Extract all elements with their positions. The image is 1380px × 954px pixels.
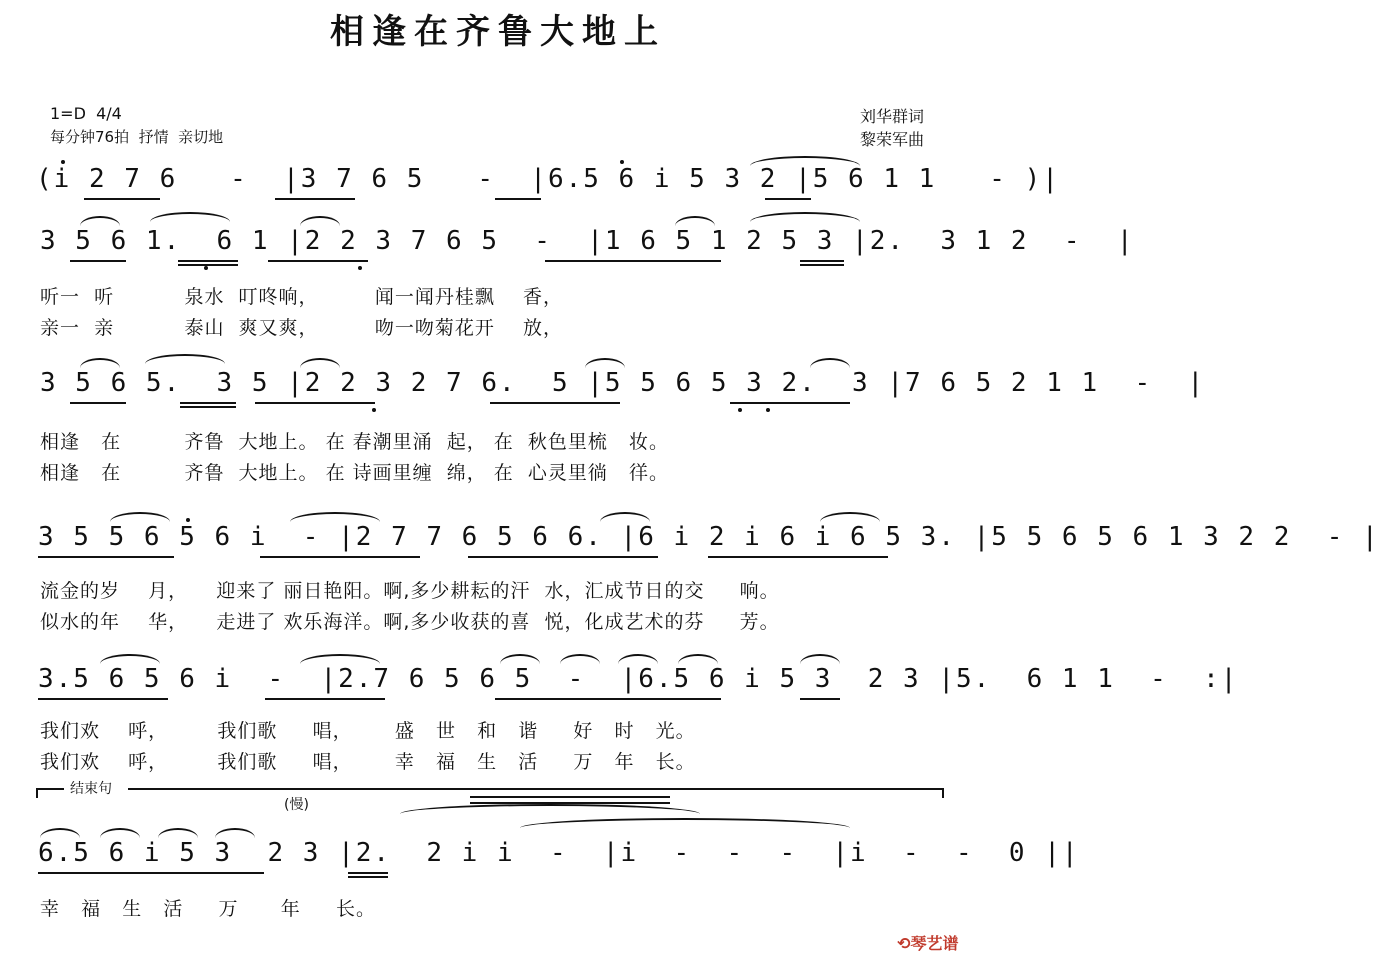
low-octave-dot xyxy=(766,408,770,412)
composer-credit: 黎荣军曲 xyxy=(860,130,925,149)
beam xyxy=(348,876,388,878)
ending-bracket-tick-right xyxy=(942,788,944,798)
beam xyxy=(178,264,238,266)
slur xyxy=(820,512,880,522)
slur xyxy=(300,358,340,368)
slur xyxy=(100,654,160,664)
lyric-verse-2: 似水的年 华， 走进了 欢乐海洋。啊,多少收获的喜 悦，化成艺术的芬 芳。 xyxy=(40,611,780,633)
notation-line: 6.5 6 i 5 3 2 3 |2. 2 i i - |i - - - |i - - 0 || xyxy=(38,838,1080,868)
lyric-verse-1: 流金的岁 月， 迎来了 丽日艳阳。啊,多少耕耘的汗 水，汇成节日的交 响。 xyxy=(40,580,780,602)
beam xyxy=(545,260,721,262)
logo-text: 琴艺谱 xyxy=(910,934,959,953)
slur xyxy=(618,654,658,664)
beam xyxy=(255,402,375,404)
beam xyxy=(38,872,264,874)
ending-bracket-left xyxy=(38,788,64,790)
beam xyxy=(38,698,168,700)
beam xyxy=(348,872,388,874)
slur xyxy=(300,654,380,664)
beam xyxy=(708,556,888,558)
beam xyxy=(800,260,844,262)
beam xyxy=(765,198,811,200)
low-octave-dot xyxy=(738,408,742,412)
slow-marking: (慢) xyxy=(284,797,309,813)
tempo-marking: 每分钟76拍 抒情 亲切地 xyxy=(50,128,224,146)
slur xyxy=(215,828,255,838)
slur xyxy=(290,512,380,522)
lyric-coda: 幸 福 生 活 万 年 长。 xyxy=(40,898,376,920)
slur xyxy=(600,512,650,522)
beam xyxy=(495,198,541,200)
notation-line: 3.5 6 5 6 i - |2.7 6 5 6 5 - |6.5 6 i 5 3 2 3 |5. 6 1 1 - :| xyxy=(38,664,1239,694)
beam xyxy=(800,264,844,266)
beam xyxy=(275,198,355,200)
tie-long xyxy=(520,818,850,828)
beam xyxy=(800,698,840,700)
tie-long xyxy=(400,804,700,814)
slur xyxy=(800,654,840,664)
notation-line: (i 2 7 6 - |3 7 6 5 - |6.5 6 i 5 3 2 |5 6 1 1 - )| xyxy=(36,164,1060,194)
score-line-3 xyxy=(0,368,1206,412)
key-signature: 1=D 4/4 xyxy=(50,104,122,123)
slur xyxy=(810,358,850,368)
slur xyxy=(40,828,80,838)
ending-bracket-line xyxy=(128,788,944,790)
score-line-2 xyxy=(0,226,1135,270)
lyric-verse-1: 相逢 在 齐鲁 大地上。 在 春潮里涌 起， 在 秋色里梳 妆。 xyxy=(40,431,669,453)
slur xyxy=(80,216,120,226)
slur xyxy=(678,654,718,664)
slur xyxy=(560,654,600,664)
slur xyxy=(750,212,860,222)
slur xyxy=(110,512,170,522)
slur xyxy=(675,216,715,226)
slur xyxy=(500,654,540,664)
beam xyxy=(178,260,238,262)
low-octave-dot xyxy=(204,266,208,270)
lyric-verse-2: 亲一 亲 泰山 爽又爽， 吻一吻菊花开 放， xyxy=(40,317,564,339)
brand-logo xyxy=(886,912,959,954)
slur xyxy=(750,156,860,166)
beam xyxy=(260,556,420,558)
beam xyxy=(70,260,126,262)
lyric-verse-2: 我们欢 呼， 我们歌 唱， 幸 福 生 活 万 年 长。 xyxy=(40,751,696,773)
beam xyxy=(495,698,721,700)
score-line-1 xyxy=(0,164,1060,208)
beam xyxy=(268,260,368,262)
rit-line xyxy=(470,802,670,804)
slur xyxy=(100,828,140,838)
beam xyxy=(265,698,385,700)
low-octave-dot xyxy=(372,408,376,412)
lyric-verse-1: 我们欢 呼， 我们歌 唱， 盛 世 和 谐 好 时 光。 xyxy=(40,720,696,742)
slur xyxy=(585,358,625,368)
lyric-verse-1: 听一 听 泉水 叮咚响， 闻一闻丹桂飘 香， xyxy=(40,286,564,308)
song-title: 相逢在齐鲁大地上 xyxy=(330,12,666,52)
beam xyxy=(490,402,620,404)
high-octave-dot xyxy=(186,518,190,522)
lyricist-credit: 刘华群词 xyxy=(860,107,925,126)
ending-label: 结束句 xyxy=(70,781,112,797)
lyric-verse-2: 相逢 在 齐鲁 大地上。 在 诗画里缠 绵， 在 心灵里徜 徉。 xyxy=(40,462,669,484)
beam xyxy=(38,556,174,558)
beam xyxy=(70,402,126,404)
notation-line: 3 5 5 6 5 6 i - |2 7 7 6 5 6 6. |6 i 2 i 6 i 6 5 3. |5 5 6 5 6 1 3 2 2 - | xyxy=(38,522,1380,552)
high-octave-dot xyxy=(620,160,624,164)
rit-line xyxy=(470,796,670,798)
slur xyxy=(145,354,225,364)
beam xyxy=(84,198,160,200)
score-line-5 xyxy=(0,664,1239,708)
slur xyxy=(158,828,198,838)
ending-bracket-tick-left xyxy=(36,788,38,798)
score-line-4 xyxy=(0,522,1380,566)
slur xyxy=(80,358,120,368)
notation-line: 3 5 6 1. 6 1 |2 2 3 7 6 5 - |1 6 5 1 2 5 3 |2. 3 1 2 - | xyxy=(40,226,1135,256)
high-octave-dot xyxy=(61,160,65,164)
beam xyxy=(180,402,236,404)
score-line-6 xyxy=(0,838,1080,882)
slur xyxy=(300,216,340,226)
beam xyxy=(468,556,658,558)
logo-icon: ⟲ xyxy=(897,934,911,953)
notation-line: 3 5 6 5. 3 5 |2 2 3 2 7 6. 5 |5 5 6 5 3 2. 3 |7 6 5 2 1 1 - | xyxy=(40,368,1206,398)
beam xyxy=(180,406,236,408)
slur xyxy=(150,212,230,222)
low-octave-dot xyxy=(358,266,362,270)
beam xyxy=(730,402,850,404)
